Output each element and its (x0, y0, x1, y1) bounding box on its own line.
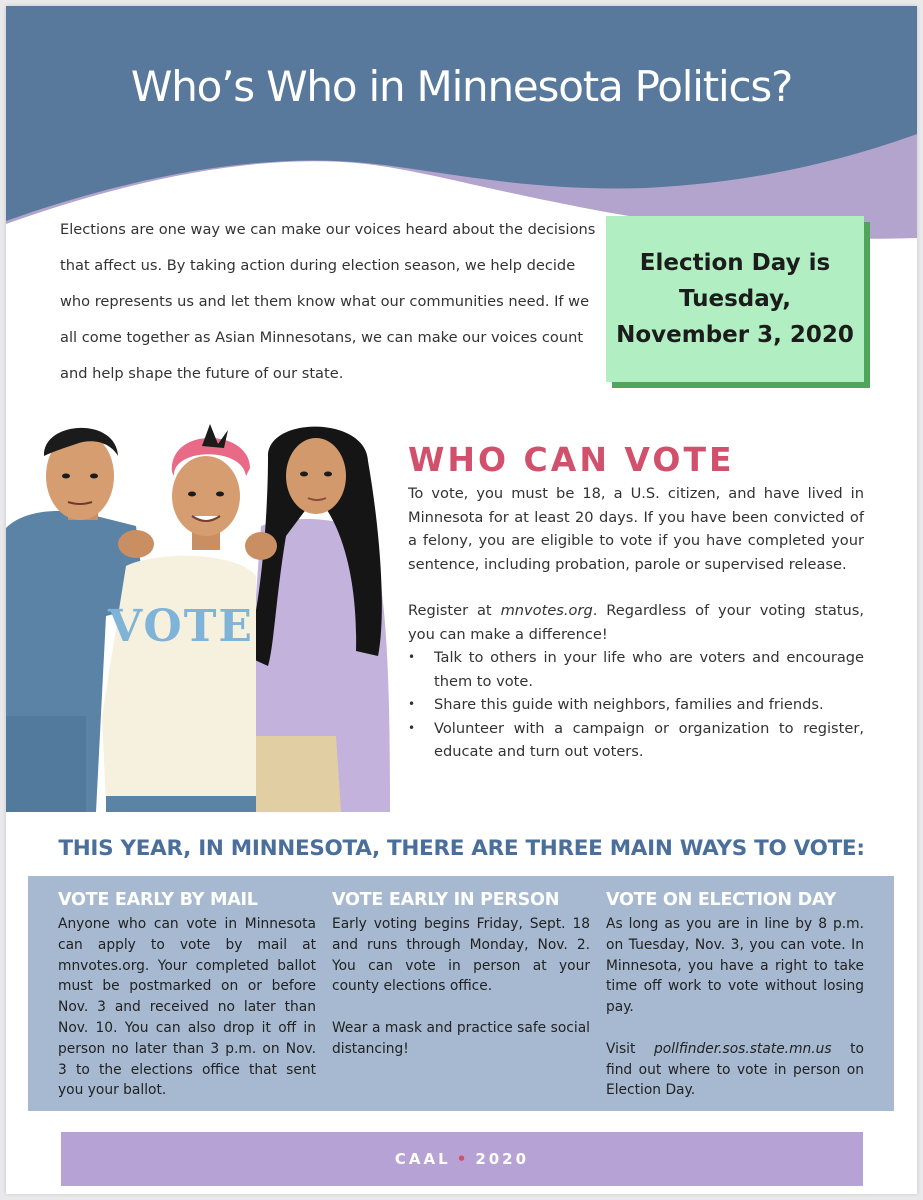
list-item: • Talk to others in your life who are voters and encourage them to vote. (408, 646, 864, 693)
election-day-callout (606, 216, 864, 382)
footer-separator: • (456, 1150, 470, 1168)
who-can-vote-section (408, 482, 864, 764)
vote-by-mail-column (58, 890, 316, 1101)
vote-in-person-text: Early voting begins Friday, Sept. 18 and runs through Monday, Nov. 2. You can vote in person at your county elections office. (332, 916, 590, 995)
action-list (408, 646, 864, 764)
vote-by-mail-title: VOTE EARLY BY MAIL (58, 890, 258, 910)
shirt-vote-text: VOTE (108, 601, 254, 652)
mnvotes-link[interactable]: mnvotes.org (500, 602, 593, 619)
vote-election-day-title: VOTE ON ELECTION DAY (606, 890, 837, 910)
pollfinder-link[interactable]: pollfinder.sos.state.mn.us (653, 1040, 832, 1057)
vote-election-day-text: As long as you are in line by 8 p.m. on Tuesday, Nov. 3, you can vote. In Minnesota, you have a right to take time off work to vote without losing pay. (606, 916, 864, 1016)
flyer-page (6, 6, 917, 1194)
vote-in-person-title: VOTE EARLY IN PERSON (332, 890, 560, 910)
pollfinder-paragraph (606, 1039, 864, 1101)
page-title: Who’s Who in Minnesota Politics? (130, 62, 793, 111)
election-day-text: Election Day is Tuesday, November 3, 2020 (616, 250, 854, 348)
register-suffix: . Regardless of your voting status, you can make a difference! (408, 602, 865, 643)
list-item: • Volunteer with a campaign or organization to register, educate and turn out voters. (408, 717, 864, 764)
footer-year: 2020 (475, 1150, 530, 1168)
footer-bar (61, 1132, 863, 1186)
person-middle (102, 424, 277, 812)
intro-paragraph: Elections are one way we can make our voices heard about the decisions that affect us. By taking action during election season, we help decide who represents us and let them know what our communities need. If we all come together as Asian Minnesotans, we can make our voices count and help shape the future of our state. (60, 221, 596, 382)
who-can-vote-heading: WHO CAN VOTE (408, 440, 735, 479)
voters-illustration (6, 416, 390, 812)
register-prefix: Register at (408, 602, 501, 619)
vote-in-person-column (332, 890, 590, 1060)
list-item: • Share this guide with neighbors, families and friends. (408, 693, 864, 717)
visit-suffix: to find out where to vote in person on Election Day. (606, 1040, 864, 1099)
footer-org: CAAL (394, 1150, 451, 1168)
visit-prefix: Visit (606, 1040, 654, 1057)
person-right (246, 427, 390, 812)
mask-reminder-text: Wear a mask and practice safe social distancing! (332, 1019, 590, 1057)
vote-by-mail-text: Anyone who can vote in Minnesota can apply to vote by mail at mnvotes.org. Your completed ballot must be postmarked on or before Nov. 3 and received no later than Nov. 10. You can also drop it off in person no later than 3 p.m. on Nov. 3 to the elections office that sent you your ballot. (58, 916, 316, 1099)
register-paragraph (408, 599, 864, 646)
vote-election-day-column (606, 890, 864, 1101)
eligibility-paragraph: To vote, you must be 18, a U.S. citizen, and have lived in Minnesota for at least 20 days. If you have been convicted of a felony, you are eligible to vote if you have completed your sentence, including probation, parole or supervised release. (408, 485, 864, 573)
three-ways-heading: THIS YEAR, IN MINNESOTA, THERE ARE THREE MAIN WAYS TO VOTE: (58, 836, 865, 861)
ways-to-vote-panel (28, 876, 894, 1111)
